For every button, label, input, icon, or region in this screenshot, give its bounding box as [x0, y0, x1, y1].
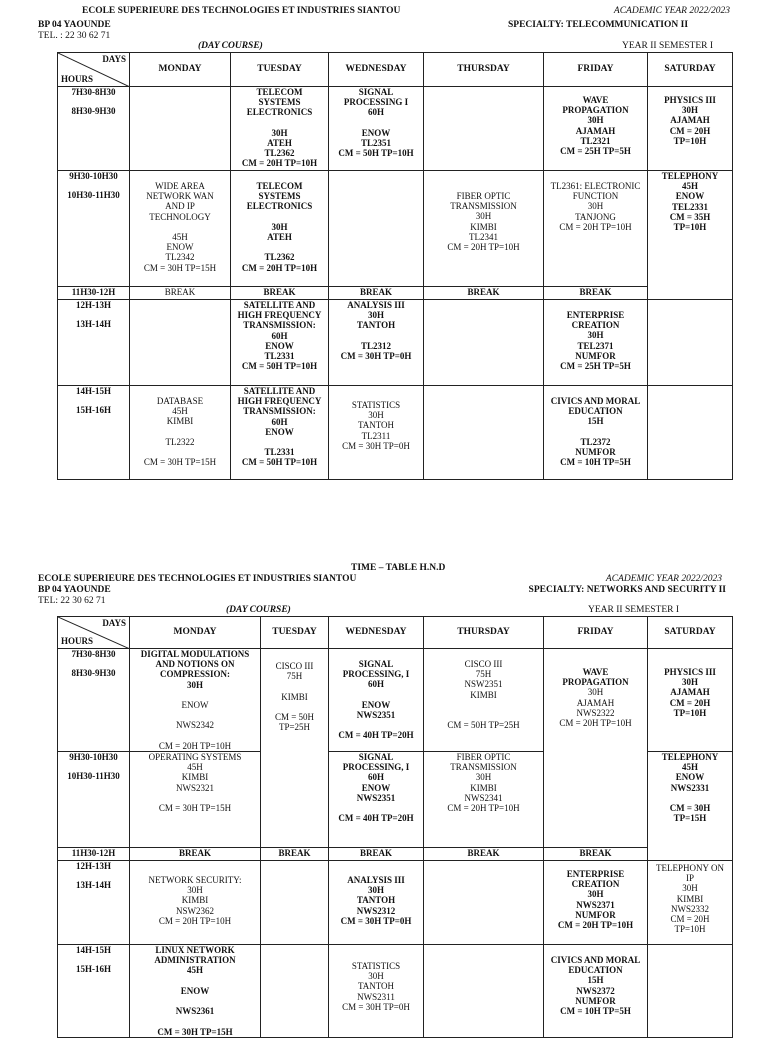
top-cell-empty [648, 300, 733, 386]
days-label: DAYS [102, 618, 126, 628]
bottom-cell-signal-processing-2: SIGNAL PROCESSING, I 60H ENOW NWS2351 CM = 40H TP=20H [329, 752, 424, 848]
bottom-cell-empty [424, 945, 544, 1038]
top-specialty: SPECIALTY: TELECOMMUNICATION II [508, 20, 689, 30]
bottom-year-semester: YEAR II SEMESTER I [588, 605, 680, 615]
top-year-semester: YEAR II SEMESTER I [622, 41, 714, 51]
bottom-day-course: (DAY COURSE) [226, 605, 291, 615]
bottom-cell-network-security: NETWORK SECURITY: 30H KIMBI NSW2362 CM = 20H TP=10H [130, 861, 261, 945]
top-cell-statistics: STATISTICS 30H TANTOH TL2311 CM = 30H TP=0H [329, 386, 424, 480]
bottom-bp: BP 04 YAOUNDE [38, 585, 111, 595]
bottom-cell-telephony: TELEPHONY 45H ENOW NWS2331 CM = 30H TP=15H [648, 752, 733, 861]
bottom-cell-linux-network: LINUX NETWORK ADMINISTRATION 45H ENOW NWS2361 CM = 30H TP=15H [130, 945, 261, 1038]
bottom-cell-fiber-optic: FIBER OPTIC TRANSMISSION 30H KIMBI NWS2341 CM = 20H TP=10H [424, 752, 544, 848]
bottom-day-thursday: THURSDAY [424, 617, 544, 649]
top-day-friday: FRIDAY [544, 53, 648, 87]
top-cell-analysis: ANALYSIS III 30H TANTOH TL2312 CM = 30H TP=0H [329, 300, 424, 386]
top-year-cut: ACADEMIC YEAR 2022/2023 [613, 6, 730, 16]
bottom-break-friday: BREAK [544, 848, 648, 861]
top-hours-slot-2: 9H30-10H30 10H30-11H30 [58, 171, 130, 287]
bottom-timetable [57, 616, 733, 1038]
bottom-cell-statistics: STATISTICS 30H TANTOH NWS2311 CM = 30H TP=0H [329, 945, 424, 1038]
top-cell-satellite-2: SATELLITE AND HIGH FREQUENCY TRANSMISSION: 60H ENOW TL2331 CM = 50H TP=10H [231, 386, 329, 480]
top-day-thursday: THURSDAY [424, 53, 544, 87]
top-cell-telecom-systems-2: TELECOM SYSTEMS ELECTRONICS 30H ATEH TL2362 CM = 20H TP=10H [231, 171, 329, 287]
top-cell-wan-ip: WIDE AREA NETWORK WAN AND IP TECHNOLOGY 45H ENOW TL2342 CM = 30H TP=15H [130, 171, 231, 287]
bottom-break-wednesday: BREAK [329, 848, 424, 861]
bottom-cell-signal-processing: SIGNAL PROCESSING, I 60H ENOW NWS2351 CM = 40H TP=20H [329, 649, 424, 752]
top-cell-empty [130, 300, 231, 386]
top-days-hours-corner [58, 53, 130, 87]
top-cell-electronic-function: TL2361: ELECTRONIC FUNCTION 30H TANJONG CM = 20H TP=10H [544, 171, 648, 287]
bottom-hours-slot-4: 14H-15H 15H-16H [58, 945, 130, 1038]
top-cell-empty [648, 386, 733, 480]
top-cell-empty [424, 300, 544, 386]
bottom-day-monday: MONDAY [130, 617, 261, 649]
top-hours-slot-3: 12H-13H 13H-14H [58, 300, 130, 386]
top-bp: BP 04 YAOUNDE [38, 20, 111, 30]
top-cell-database: DATABASE 45H KIMBI TL2322 CM = 30H TP=15H [130, 386, 231, 480]
bottom-cell-digital-modulations: DIGITAL MODULATIONS AND NOTIONS ON COMPRESSION: 30H ENOW NWS2342 CM = 20H TP=10H [130, 649, 261, 752]
top-cell-empty [329, 171, 424, 287]
top-cell-wave-propagation: WAVE PROPAGATION 30H AJAMAH TL2321 CM = 25H TP=5H [544, 87, 648, 171]
top-cell-empty [424, 386, 544, 480]
bottom-days-hours-corner [58, 617, 130, 649]
top-day-monday: MONDAY [130, 53, 231, 87]
top-break-wednesday: BREAK [329, 287, 424, 300]
bottom-title: TIME – TABLE H.N.D [351, 563, 446, 573]
top-cell-satellite: SATELLITE AND HIGH FREQUENCY TRANSMISSION: 60H ENOW TL2331 CM = 50H TP=10H [231, 300, 329, 386]
top-day-tuesday: TUESDAY [231, 53, 329, 87]
bottom-hours-break: 11H30-12H [58, 848, 130, 861]
hours-label: HOURS [61, 73, 94, 84]
bottom-day-tuesday: TUESDAY [261, 617, 329, 649]
top-tel: TEL. : 22 30 62 71 [38, 31, 111, 41]
bottom-day-saturday: SATURDAY [648, 617, 733, 649]
top-break-friday: BREAK [544, 287, 648, 300]
top-hours-slot-1: 7H30-8H30 8H30-9H30 [58, 87, 130, 171]
top-cell-empty [130, 87, 231, 171]
bottom-tel: TEL: 22 30 62 71 [38, 596, 106, 606]
top-day-course: (DAY COURSE) [198, 41, 263, 51]
bottom-day-wednesday: WEDNESDAY [329, 617, 424, 649]
bottom-cell-enterprise-creation: ENTERPRISE CREATION 30H NWS2371 NUMFOR CM = 20H TP=10H [544, 861, 648, 945]
top-break-monday: BREAK [130, 287, 231, 300]
bottom-cell-operating-systems: OPERATING SYSTEMS 45H KIMBI NWS2321 CM = 30H TP=15H [130, 752, 261, 848]
bottom-cell-cisco-tue: CISCO III 75H KIMBI CM = 50H TP=25H [261, 649, 329, 848]
bottom-cell-empty [424, 861, 544, 945]
bottom-academic-year: ACADEMIC YEAR 2022/2023 [605, 574, 722, 584]
bottom-break-thursday: BREAK [424, 848, 544, 861]
top-day-wednesday: WEDNESDAY [329, 53, 424, 87]
top-cut-header [0, 0, 768, 20]
bottom-break-monday: BREAK [130, 848, 261, 861]
top-cell-telephony: TELEPHONY 45H ENOW TEL2331 CM = 35H TP=10H [648, 171, 733, 300]
days-label: DAYS [102, 54, 126, 64]
bottom-cell-physics: PHYSICS III 30H AJAMAH CM = 20H TP=10H [648, 649, 733, 752]
bottom-cell-telephony-ip: TELEPHONY ON IP 30H KIMBI NWS2332 CM = 20H TP=10H [648, 861, 733, 945]
bottom-cell-wave-propagation: WAVE PROPAGATION 30H AJAMAH NWS2322 CM = 20H TP=10H [544, 649, 648, 848]
top-cell-signal-processing: SIGNAL PROCESSING I 60H ENOW TL2351 CM = 50H TP=10H [329, 87, 424, 171]
bottom-day-friday: FRIDAY [544, 617, 648, 649]
bottom-cell-empty [648, 945, 733, 1038]
top-cell-empty [424, 87, 544, 171]
bottom-cell-empty [261, 945, 329, 1038]
top-day-saturday: SATURDAY [648, 53, 733, 87]
bottom-cell-empty [261, 861, 329, 945]
bottom-hours-slot-1: 7H30-8H30 8H30-9H30 [58, 649, 130, 752]
top-hours-break: 11H30-12H [58, 287, 130, 300]
bottom-cell-cisco-thu: CISCO III 75H NSW2351 KIMBI CM = 50H TP=25H [424, 649, 544, 752]
top-timetable [57, 52, 733, 480]
top-hours-slot-4: 14H-15H 15H-16H [58, 386, 130, 480]
top-cell-telecom-systems: TELECOM SYSTEMS ELECTRONICS 30H ATEH TL2362 CM = 20H TP=10H [231, 87, 329, 171]
top-break-thursday: BREAK [424, 287, 544, 300]
top-school-cut: ECOLE SUPERIEURE DES TECHNOLOGIES ET INDUSTRIES SIANTOU [82, 6, 401, 16]
bottom-break-tuesday: BREAK [261, 848, 329, 861]
top-cell-civics: CIVICS AND MORAL EDUCATION 15H TL2372 NUMFOR CM = 10H TP=5H [544, 386, 648, 480]
bottom-specialty: SPECIALTY: NETWORKS AND SECURITY II [528, 585, 726, 595]
hours-label: HOURS [61, 635, 94, 646]
top-cell-enterprise-creation: ENTERPRISE CREATION 30H TEL2371 NUMFOR CM = 25H TP=5H [544, 300, 648, 386]
bottom-cell-civics: CIVICS AND MORAL EDUCATION 15H NWS2372 NUMFOR CM = 10H TP=5H [544, 945, 648, 1038]
top-break-tuesday: BREAK [231, 287, 329, 300]
bottom-school: ECOLE SUPERIEURE DES TECHNOLOGIES ET INDUSTRIES SIANTOU [38, 574, 357, 584]
top-cell-physics: PHYSICS III 30H AJAMAH CM = 20H TP=10H [648, 87, 733, 171]
top-cell-fiber-optic: FIBER OPTIC TRANSMISSION 30H KIMBI TL2341 CM = 20H TP=10H [424, 171, 544, 287]
bottom-hours-slot-3: 12H-13H 13H-14H [58, 861, 130, 945]
bottom-hours-slot-2: 9H30-10H30 10H30-11H30 [58, 752, 130, 848]
bottom-cell-analysis: ANALYSIS III 30H TANTOH NWS2312 CM = 30H TP=0H [329, 861, 424, 945]
